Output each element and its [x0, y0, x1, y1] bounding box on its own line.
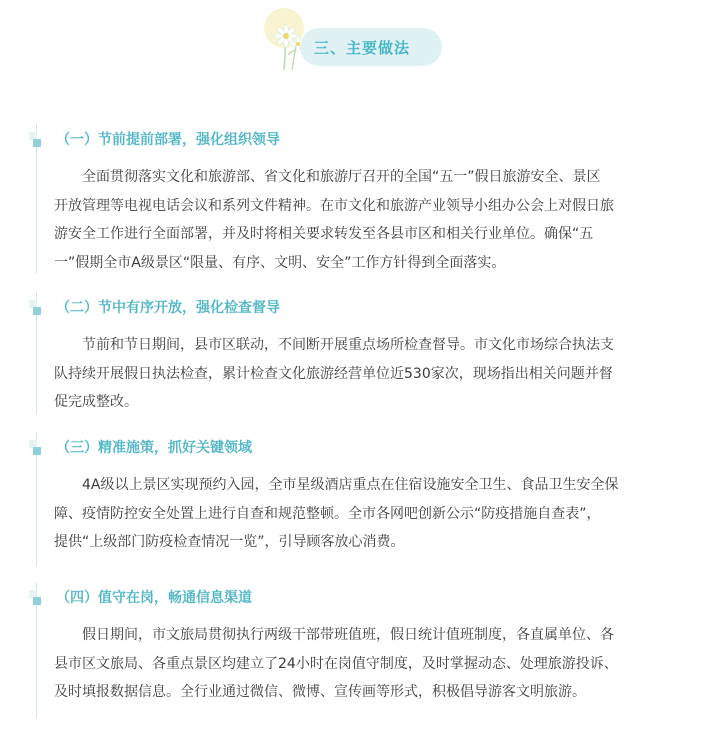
- text-line: 及时填报数据信息。全行业通过微信、微博、宣传画等形式，积极倡导游客文明旅游。: [54, 684, 586, 700]
- section-body: [54, 471, 684, 557]
- text-line: 4A级以上景区实现预约入园，全市星级酒店重点在住宿设施安全卫生、食品卫生安全保: [54, 477, 619, 493]
- text-line: 游安全工作进行全面部署，并及时将相关要求转发至各县市区和相关行业单位。确保“五: [54, 226, 594, 242]
- text-line: 障、疫情防控安全处置上进行自查和规范整顿。全市各网吧创新公示“防疫措施自查表”，: [54, 505, 601, 522]
- text-line: 一”假期全市A级景区“限量、有序、文明、安全”工作方针得到全面落实。: [54, 254, 506, 271]
- section-title: （一）节前提前部署，强化组织领导: [56, 132, 280, 148]
- text-line: 县市区文旅局、各重点景区均建立了24小时在岗值守制度，及时掌握动态、处理旅游投诉、: [54, 655, 618, 672]
- text-line: 开放管理等电视电话会议和系列文件精神。在市文化和旅游产业领导小组办公会上对假日旅: [54, 197, 614, 214]
- text-line: 假日期间，市文旅局贯彻执行两级干部带班值班，假日统计值班制度，各直属单位、各: [54, 627, 614, 643]
- section-title: （四）值守在岗，畅通信息渠道: [56, 590, 252, 606]
- text-line: 全面贯彻落实文化和旅游部、省文化和旅游厅召开的全国“五一”假日旅游安全、景区: [54, 169, 601, 185]
- section-body: [54, 621, 684, 707]
- section-body: [54, 331, 684, 417]
- text-line: 促完成整改。: [54, 394, 138, 410]
- section-marker: [33, 139, 41, 147]
- section-title: （二）节中有序开放，强化检查督导: [56, 300, 280, 316]
- section-marker: [33, 447, 41, 455]
- text-line: 提供“上级部门防疫检查情况一览”，引导顾客放心消费。: [54, 534, 405, 550]
- section-marker: [33, 307, 41, 315]
- section-body: [54, 163, 684, 277]
- section-title: （三）精准施策，抓好关键领域: [56, 440, 252, 456]
- text-line: 节前和节日期间，县市区联动，不间断开展重点场所检查督导。市文化市场综合执法支: [54, 337, 614, 353]
- section-marker: [33, 597, 41, 605]
- text-line: 队持续开展假日执法检查，累计检查文化旅游经营单位近530家次，现场指出相关问题并督: [54, 365, 613, 382]
- page-title: 三、主要做法: [314, 39, 411, 57]
- section-header: [0, 0, 715, 80]
